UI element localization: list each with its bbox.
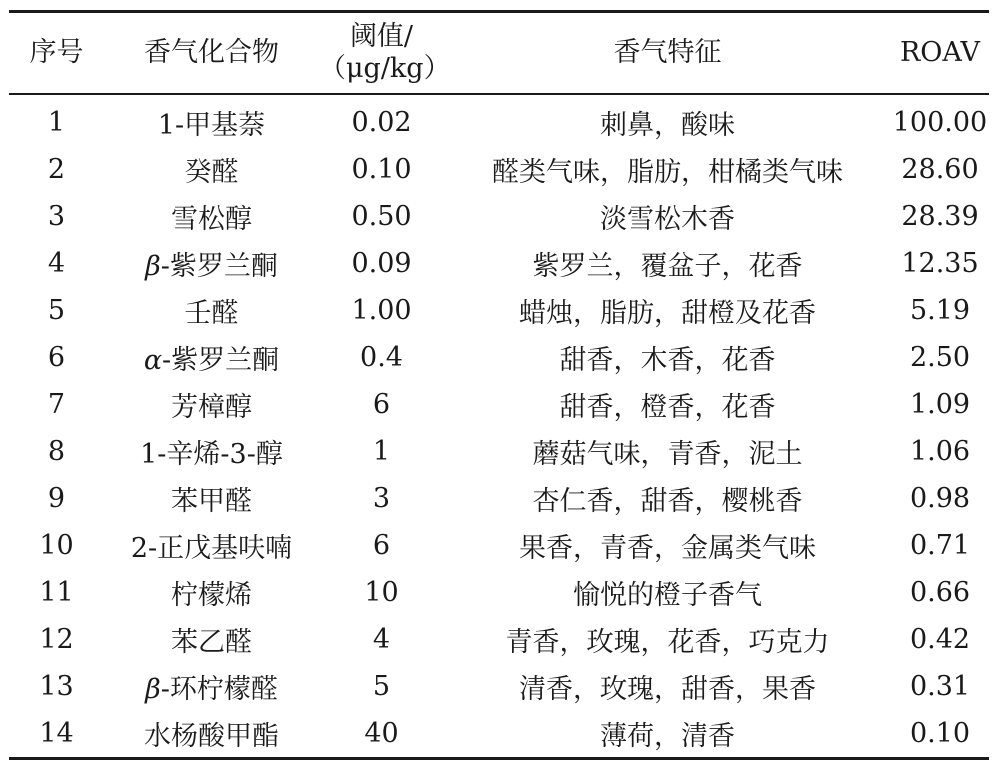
aroma-compound-table-wrapper: [9, 10, 989, 760]
cell-threshold: 0.10: [351, 154, 412, 185]
compound-name: 水杨酸甲酯: [144, 721, 279, 752]
cell-roav: 5.19: [909, 295, 971, 326]
cell-index: 12: [39, 624, 74, 655]
cell-roav: 0.31: [909, 671, 971, 702]
cell-index: 7: [47, 389, 66, 420]
cell-roav: 28.60: [901, 154, 979, 185]
table-row: [9, 663, 989, 710]
compound-name: 1-甲基萘: [157, 110, 266, 141]
compound-name: 2-正戊基呋喃: [130, 533, 293, 564]
cell-roav: 12.35: [901, 248, 979, 279]
table-row: [9, 240, 989, 287]
cell-index: 9: [47, 483, 66, 514]
aroma-compound-table: [9, 10, 989, 760]
cell-threshold: 0.4: [360, 342, 403, 373]
cell-threshold: 10: [364, 577, 399, 608]
cell-compound: [104, 240, 319, 287]
cell-aroma: 刺鼻，酸味: [600, 110, 735, 141]
cell-threshold: 1.00: [351, 295, 412, 326]
cell-compound: [104, 663, 319, 710]
cell-index: 13: [39, 671, 74, 702]
compound-greek-prefix: α: [143, 345, 163, 376]
cell-threshold: 6: [372, 530, 391, 561]
cell-aroma: 青香，玫瑰，花香，巧克力: [505, 627, 830, 658]
cell-compound: [104, 569, 319, 616]
cell-compound: [104, 522, 319, 569]
table-row: [9, 381, 989, 428]
cell-index: 1: [47, 107, 66, 138]
table-row: [9, 146, 989, 193]
cell-threshold: 0.50: [351, 201, 412, 232]
cell-aroma: 愉悦的橙子香气: [573, 580, 762, 611]
table-row: [9, 94, 989, 146]
cell-roav: 0.42: [909, 624, 971, 655]
table-row: [9, 710, 989, 759]
cell-threshold: 4: [372, 624, 391, 655]
cell-compound: [104, 287, 319, 334]
cell-index: 11: [39, 577, 74, 608]
cell-threshold: 40: [364, 718, 399, 749]
cell-compound: [104, 428, 319, 475]
compound-greek-prefix: β: [145, 251, 161, 282]
compound-name: 芳樟醇: [171, 392, 252, 423]
header-row: [9, 12, 989, 95]
cell-roav: 0.10: [909, 718, 971, 749]
header-roav: ROAV: [899, 37, 981, 68]
header-aroma: 香气特征: [613, 37, 722, 68]
cell-index: 14: [39, 718, 74, 749]
table-body: [9, 94, 989, 759]
cell-compound: [104, 334, 319, 381]
cell-index: 5: [47, 295, 66, 326]
compound-name: 柠檬烯: [171, 580, 252, 611]
cell-roav: 2.50: [909, 342, 971, 373]
cell-threshold: 3: [372, 483, 391, 514]
cell-compound: [104, 616, 319, 663]
cell-threshold: 5: [372, 671, 391, 702]
table-row: [9, 334, 989, 381]
cell-aroma: 甜香，橙香，花香: [559, 392, 776, 423]
table-header: [9, 12, 989, 95]
compound-name: 苯乙醛: [171, 627, 252, 658]
cell-index: 8: [47, 436, 66, 467]
cell-compound: [104, 710, 319, 759]
cell-roav: 100.00: [892, 107, 988, 138]
cell-aroma: 清香，玫瑰，甜香，果香: [519, 674, 816, 705]
cell-aroma: 紫罗兰，覆盆子，花香: [532, 251, 803, 282]
table-row: [9, 616, 989, 663]
compound-greek-prefix: β: [145, 674, 161, 705]
header-threshold-line1: 阈值/: [349, 21, 414, 52]
cell-aroma: 醛类气味，脂肪，柑橘类气味: [492, 157, 843, 188]
cell-roav: 0.71: [909, 530, 971, 561]
compound-name: -环柠檬醛: [160, 674, 278, 705]
cell-index: 10: [39, 530, 74, 561]
cell-roav: 1.09: [909, 389, 971, 420]
cell-compound: [104, 94, 319, 146]
cell-roav: 0.66: [909, 577, 971, 608]
compound-name: 1-辛烯-3-醇: [140, 439, 283, 470]
cell-aroma: 甜香，木香，花香: [559, 345, 776, 376]
cell-index: 2: [47, 154, 66, 185]
cell-compound: [104, 381, 319, 428]
table-row: [9, 569, 989, 616]
cell-compound: [104, 193, 319, 240]
header-threshold-line2: （μg/kg）: [319, 53, 451, 84]
compound-name: -紫罗兰酮: [162, 345, 280, 376]
cell-threshold: 1: [372, 436, 391, 467]
cell-roav: 0.98: [909, 483, 971, 514]
cell-aroma: 杏仁香，甜香，樱桃香: [532, 486, 803, 517]
table-row: [9, 475, 989, 522]
cell-roav: 1.06: [909, 436, 971, 467]
cell-aroma: 淡雪松木香: [600, 204, 735, 235]
cell-compound: [104, 146, 319, 193]
table-row: [9, 287, 989, 334]
header-compound: 香气化合物: [144, 37, 279, 68]
cell-aroma: 蘑菇气味，青香，泥土: [532, 439, 803, 470]
table-row: [9, 428, 989, 475]
cell-roav: 28.39: [901, 201, 979, 232]
cell-compound: [104, 475, 319, 522]
header-threshold: [319, 12, 451, 95]
cell-index: 3: [47, 201, 66, 232]
cell-threshold: 0.02: [351, 107, 412, 138]
header-index: 序号: [29, 37, 84, 68]
compound-name: 苯甲醛: [171, 486, 252, 517]
cell-index: 4: [47, 248, 66, 279]
cell-threshold: 6: [372, 389, 391, 420]
compound-name: 壬醛: [184, 298, 239, 329]
compound-name: 癸醛: [184, 157, 239, 188]
cell-aroma: 果香，青香，金属类气味: [519, 533, 816, 564]
cell-aroma: 薄荷，清香: [600, 721, 735, 752]
table-row: [9, 193, 989, 240]
table-row: [9, 522, 989, 569]
compound-name: 雪松醇: [171, 204, 252, 235]
cell-aroma: 蜡烛，脂肪，甜橙及花香: [519, 298, 816, 329]
compound-name: -紫罗兰酮: [160, 251, 278, 282]
cell-threshold: 0.09: [351, 248, 412, 279]
cell-index: 6: [47, 342, 66, 373]
